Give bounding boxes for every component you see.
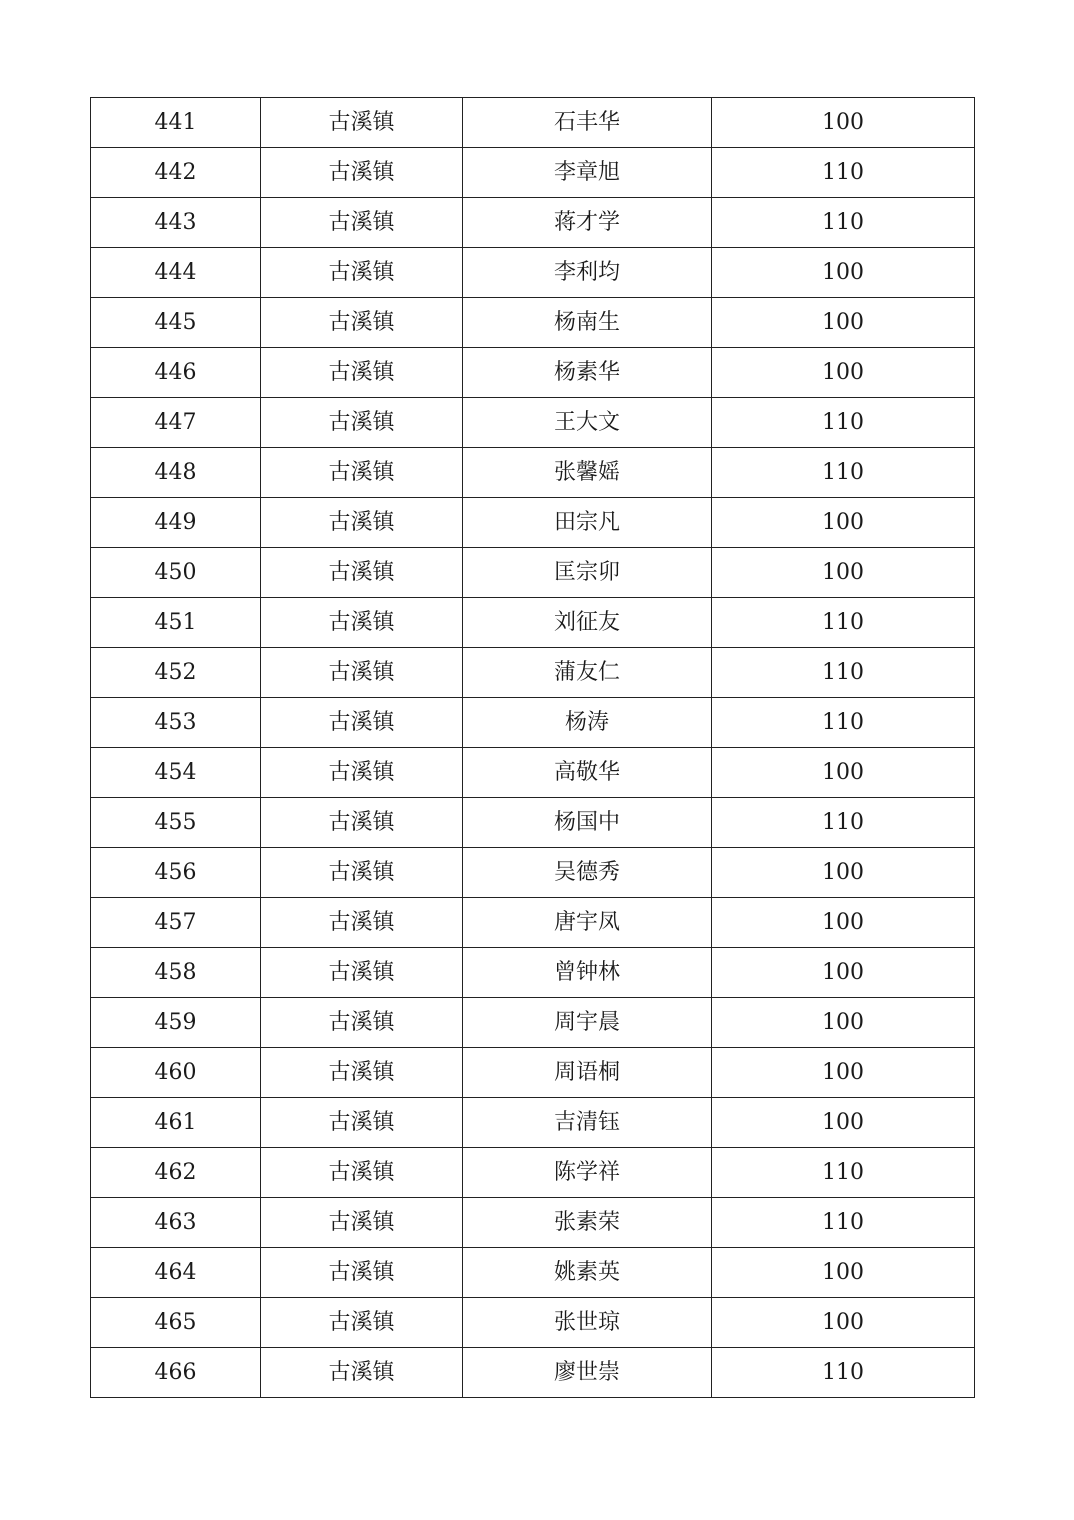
town-cell: 古溪镇: [261, 1048, 463, 1098]
amount-cell: 100: [712, 1048, 975, 1098]
amount-cell: 100: [712, 948, 975, 998]
town-cell: 古溪镇: [261, 1348, 463, 1398]
amount-cell: 110: [712, 648, 975, 698]
row-number-cell: 446: [91, 348, 261, 398]
row-number-cell: 442: [91, 148, 261, 198]
town-cell: 古溪镇: [261, 698, 463, 748]
person-name-cell: 姚素英: [463, 1248, 712, 1298]
table-row: [91, 498, 975, 548]
town-cell: 古溪镇: [261, 298, 463, 348]
person-name-cell: 唐宇凤: [463, 898, 712, 948]
table-row: [91, 198, 975, 248]
person-name-cell: 曾钟林: [463, 948, 712, 998]
row-number-cell: 453: [91, 698, 261, 748]
person-name-cell: 杨南生: [463, 298, 712, 348]
town-cell: 古溪镇: [261, 898, 463, 948]
town-cell: 古溪镇: [261, 1248, 463, 1298]
person-name-cell: 杨素华: [463, 348, 712, 398]
table-row: [91, 1048, 975, 1098]
amount-cell: 110: [712, 448, 975, 498]
row-number-cell: 464: [91, 1248, 261, 1298]
amount-cell: 100: [712, 998, 975, 1048]
person-name-cell: 李章旭: [463, 148, 712, 198]
person-name-cell: 高敬华: [463, 748, 712, 798]
town-cell: 古溪镇: [261, 848, 463, 898]
person-name-cell: 石丰华: [463, 98, 712, 148]
table-row: [91, 948, 975, 998]
table-row: [91, 1348, 975, 1398]
row-number-cell: 444: [91, 248, 261, 298]
town-cell: 古溪镇: [261, 148, 463, 198]
amount-cell: 100: [712, 248, 975, 298]
person-name-cell: 张馨媱: [463, 448, 712, 498]
person-name-cell: 周语桐: [463, 1048, 712, 1098]
amount-cell: 110: [712, 698, 975, 748]
table-row: [91, 998, 975, 1048]
table-row: [91, 348, 975, 398]
table-row: [91, 448, 975, 498]
person-name-cell: 张世琼: [463, 1298, 712, 1348]
row-number-cell: 459: [91, 998, 261, 1048]
table-row: [91, 298, 975, 348]
row-number-cell: 456: [91, 848, 261, 898]
amount-cell: 100: [712, 748, 975, 798]
table-row: [91, 1298, 975, 1348]
person-name-cell: 廖世崇: [463, 1348, 712, 1398]
town-cell: 古溪镇: [261, 348, 463, 398]
town-cell: 古溪镇: [261, 1198, 463, 1248]
table-row: [91, 648, 975, 698]
town-cell: 古溪镇: [261, 248, 463, 298]
amount-cell: 110: [712, 198, 975, 248]
town-cell: 古溪镇: [261, 98, 463, 148]
amount-cell: 100: [712, 1098, 975, 1148]
row-number-cell: 451: [91, 598, 261, 648]
row-number-cell: 448: [91, 448, 261, 498]
table-row: [91, 798, 975, 848]
row-number-cell: 461: [91, 1098, 261, 1148]
town-cell: 古溪镇: [261, 548, 463, 598]
table-row: [91, 598, 975, 648]
table-row: [91, 748, 975, 798]
row-number-cell: 450: [91, 548, 261, 598]
town-cell: 古溪镇: [261, 398, 463, 448]
amount-cell: 100: [712, 348, 975, 398]
town-cell: 古溪镇: [261, 1148, 463, 1198]
row-number-cell: 460: [91, 1048, 261, 1098]
amount-cell: 100: [712, 848, 975, 898]
roster-table-body: [91, 98, 975, 1398]
amount-cell: 110: [712, 398, 975, 448]
person-name-cell: 周宇晨: [463, 998, 712, 1048]
town-cell: 古溪镇: [261, 798, 463, 848]
table-row: [91, 1098, 975, 1148]
town-cell: 古溪镇: [261, 198, 463, 248]
roster-table: [90, 97, 975, 1398]
row-number-cell: 463: [91, 1198, 261, 1248]
row-number-cell: 466: [91, 1348, 261, 1398]
row-number-cell: 457: [91, 898, 261, 948]
amount-cell: 110: [712, 598, 975, 648]
table-row: [91, 1248, 975, 1298]
table-row: [91, 398, 975, 448]
row-number-cell: 445: [91, 298, 261, 348]
amount-cell: 100: [712, 898, 975, 948]
table-row: [91, 1198, 975, 1248]
row-number-cell: 443: [91, 198, 261, 248]
table-row: [91, 98, 975, 148]
town-cell: 古溪镇: [261, 1298, 463, 1348]
town-cell: 古溪镇: [261, 598, 463, 648]
amount-cell: 110: [712, 148, 975, 198]
row-number-cell: 449: [91, 498, 261, 548]
row-number-cell: 462: [91, 1148, 261, 1198]
amount-cell: 100: [712, 498, 975, 548]
person-name-cell: 吴德秀: [463, 848, 712, 898]
row-number-cell: 454: [91, 748, 261, 798]
row-number-cell: 441: [91, 98, 261, 148]
town-cell: 古溪镇: [261, 748, 463, 798]
row-number-cell: 458: [91, 948, 261, 998]
table-row: [91, 548, 975, 598]
table-row: [91, 848, 975, 898]
person-name-cell: 王大文: [463, 398, 712, 448]
amount-cell: 110: [712, 1348, 975, 1398]
person-name-cell: 杨涛: [463, 698, 712, 748]
row-number-cell: 455: [91, 798, 261, 848]
row-number-cell: 465: [91, 1298, 261, 1348]
amount-cell: 100: [712, 298, 975, 348]
amount-cell: 100: [712, 1298, 975, 1348]
person-name-cell: 陈学祥: [463, 1148, 712, 1198]
amount-cell: 110: [712, 798, 975, 848]
amount-cell: 110: [712, 1198, 975, 1248]
town-cell: 古溪镇: [261, 998, 463, 1048]
town-cell: 古溪镇: [261, 448, 463, 498]
person-name-cell: 吉清钰: [463, 1098, 712, 1148]
amount-cell: 110: [712, 1148, 975, 1198]
row-number-cell: 447: [91, 398, 261, 448]
table-row: [91, 698, 975, 748]
town-cell: 古溪镇: [261, 948, 463, 998]
town-cell: 古溪镇: [261, 648, 463, 698]
town-cell: 古溪镇: [261, 1098, 463, 1148]
amount-cell: 100: [712, 98, 975, 148]
person-name-cell: 刘征友: [463, 598, 712, 648]
town-cell: 古溪镇: [261, 498, 463, 548]
table-row: [91, 1148, 975, 1198]
person-name-cell: 田宗凡: [463, 498, 712, 548]
person-name-cell: 李利均: [463, 248, 712, 298]
person-name-cell: 蒋才学: [463, 198, 712, 248]
person-name-cell: 蒲友仁: [463, 648, 712, 698]
table-row: [91, 148, 975, 198]
person-name-cell: 匡宗卯: [463, 548, 712, 598]
row-number-cell: 452: [91, 648, 261, 698]
amount-cell: 100: [712, 1248, 975, 1298]
table-row: [91, 248, 975, 298]
amount-cell: 100: [712, 548, 975, 598]
person-name-cell: 张素荣: [463, 1198, 712, 1248]
table-row: [91, 898, 975, 948]
person-name-cell: 杨国中: [463, 798, 712, 848]
